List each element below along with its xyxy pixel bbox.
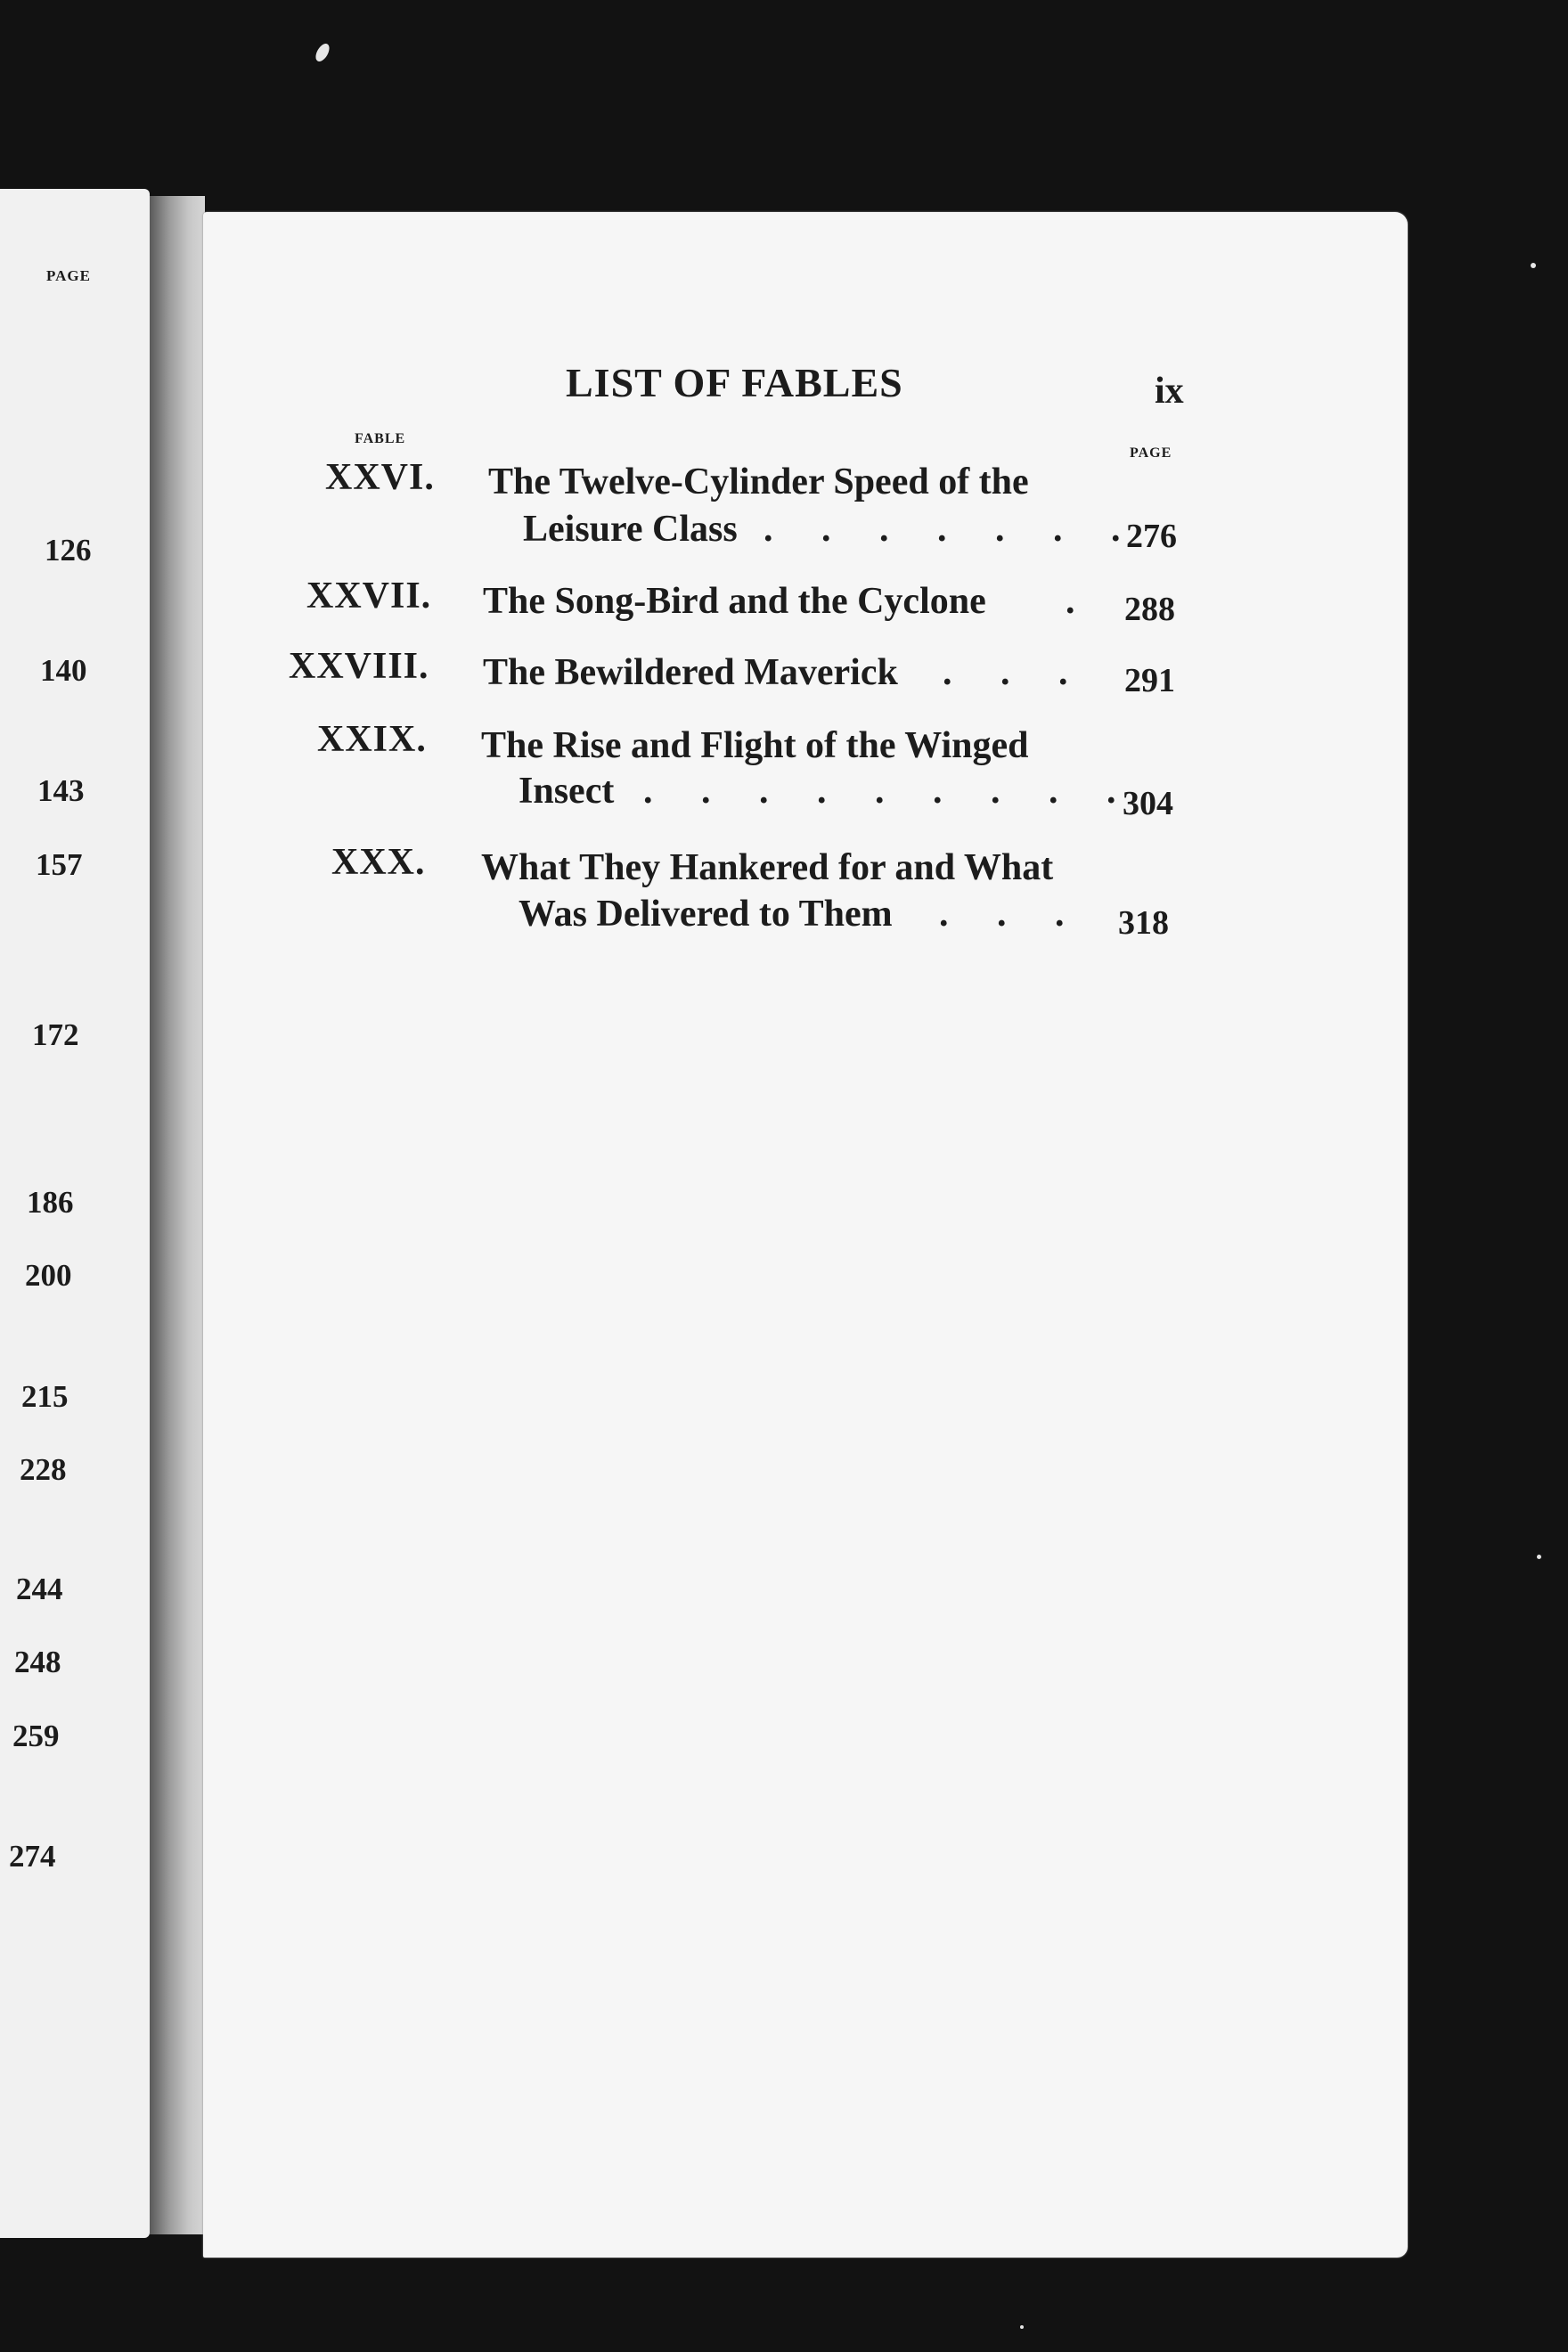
dust-speck bbox=[1537, 1555, 1541, 1559]
left-page-number: 244 bbox=[16, 1572, 63, 1606]
fable-title-line: Leisure Class bbox=[523, 509, 738, 550]
dust-speck bbox=[313, 41, 331, 63]
fable-page-number: 288 bbox=[1124, 591, 1175, 628]
dot-leader: . . . . . . . . . bbox=[643, 771, 1136, 812]
fable-column-header: FABLE bbox=[355, 431, 406, 446]
left-page-number: 172 bbox=[32, 1017, 79, 1052]
running-head: LIST OF FABLES bbox=[566, 360, 903, 405]
fable-numeral: XXVIII. bbox=[289, 646, 429, 687]
left-page-number: 200 bbox=[25, 1258, 72, 1293]
left-page-number: 274 bbox=[9, 1839, 56, 1874]
dust-speck bbox=[1020, 2325, 1024, 2329]
left-page-number: 140 bbox=[40, 653, 87, 688]
fable-title-line: The Bewildered Maverick bbox=[483, 652, 898, 693]
dot-leader: . . . . . . . bbox=[764, 509, 1140, 550]
left-page-number: 215 bbox=[21, 1379, 69, 1414]
fable-title-line: The Twelve-Cylinder Speed of the bbox=[488, 461, 1029, 502]
folio: ix bbox=[1155, 371, 1184, 412]
fable-title-line: The Rise and Flight of the Winged bbox=[481, 725, 1029, 766]
dot-leader: . bbox=[1066, 581, 1095, 622]
left-page bbox=[0, 189, 150, 2238]
left-page-number: 186 bbox=[27, 1185, 74, 1220]
book-gutter bbox=[150, 196, 205, 2234]
fable-page-number: 291 bbox=[1124, 662, 1175, 699]
left-page-number: 259 bbox=[12, 1719, 60, 1753]
dot-leader: . . . bbox=[939, 894, 1084, 935]
fable-numeral: XXX. bbox=[331, 842, 426, 883]
left-page-number: 126 bbox=[45, 533, 92, 568]
left-page-number: 248 bbox=[14, 1645, 61, 1679]
left-page-column-header: PAGE bbox=[46, 267, 91, 284]
fable-page-number: 318 bbox=[1118, 904, 1169, 942]
fable-title-line: What They Hankered for and What bbox=[481, 847, 1054, 888]
fable-title-line: The Song-Bird and the Cyclone bbox=[483, 581, 986, 622]
left-page-number: 143 bbox=[37, 773, 85, 808]
fable-numeral: XXVII. bbox=[306, 576, 432, 617]
fable-title-line: Was Delivered to Them bbox=[519, 894, 893, 935]
fable-numeral: XXVI. bbox=[325, 457, 435, 498]
dust-speck bbox=[1531, 263, 1536, 268]
page-column-header: PAGE bbox=[1130, 445, 1172, 461]
fable-title-line: Insect bbox=[519, 771, 615, 812]
fable-page-number: 304 bbox=[1123, 785, 1173, 822]
left-page-number: 157 bbox=[36, 847, 83, 882]
fable-page-number: 276 bbox=[1126, 518, 1177, 555]
dot-leader: . . . bbox=[943, 652, 1088, 693]
left-page-number: 228 bbox=[20, 1452, 67, 1487]
fable-numeral: XXIX. bbox=[317, 719, 427, 760]
